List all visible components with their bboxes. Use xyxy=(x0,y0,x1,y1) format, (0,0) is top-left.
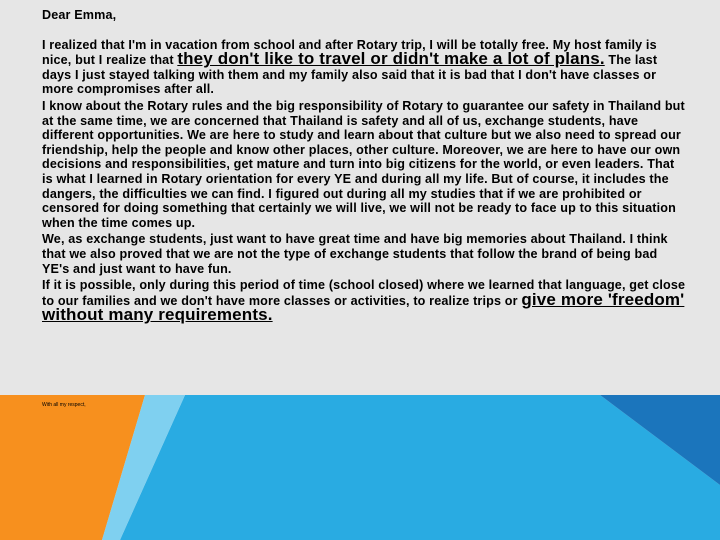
paragraph-1-emphasis: they don't like to travel or didn't make a lot of plans. xyxy=(177,49,605,69)
paragraph-1-text-a: I realized that I'm in vacation from school and after Rotary trip, I will be totally free. My host family is nice, but I realize that xyxy=(42,37,657,68)
paragraph-1-text-b: The last days I just stayed talking with them and my family also said that it is bad that I don't have classes or more compromises after all. xyxy=(42,53,658,97)
greeting: Dear Emma, xyxy=(42,8,117,22)
paragraph-2: I know about the Rotary rules and the big responsibility of Rotary to guarantee our safety in Thailand but at the same time, we are concerned that Thailand is safety and all of us, exchange students, have different opportunities. We are here to study and learn about that culture but we also need to spread our friendship, help the people and know other places, other culture. Moreover, we are here to have our own decisions and responsibilities, get mature and turn into big citizens for the world, or even leaders. That is what I learned in Rotary orientation for every YE and during all my life. But of course, it includes the dangers, the difficulties we can find. I figured out during all my studies that if we are prohibited or censored for doing something that certainly we will live, we will not be ready to face up to this situation when the time comes up. xyxy=(42,98,685,230)
paragraph-4-text: If it is possible, only during this period of time (school closed) where we learned that language, get close to our families and we don't have more classes or activities, to realize trips or xyxy=(42,278,686,308)
letter-body xyxy=(42,8,687,324)
signoff: With all my respect, xyxy=(42,402,86,408)
paragraph-1 xyxy=(42,38,687,97)
paragraph-3: We, as exchange students, just want to have great time and have big memories about Thailand. I think that we also proved that we are not the type of exchange students that follow the brand of being bad YE's and just want to have fun. xyxy=(42,232,668,276)
decorative-footer xyxy=(0,395,720,540)
paragraph-4-emphasis: give more 'freedom' without many requirements. xyxy=(42,289,685,325)
paragraph-4 xyxy=(42,278,687,324)
